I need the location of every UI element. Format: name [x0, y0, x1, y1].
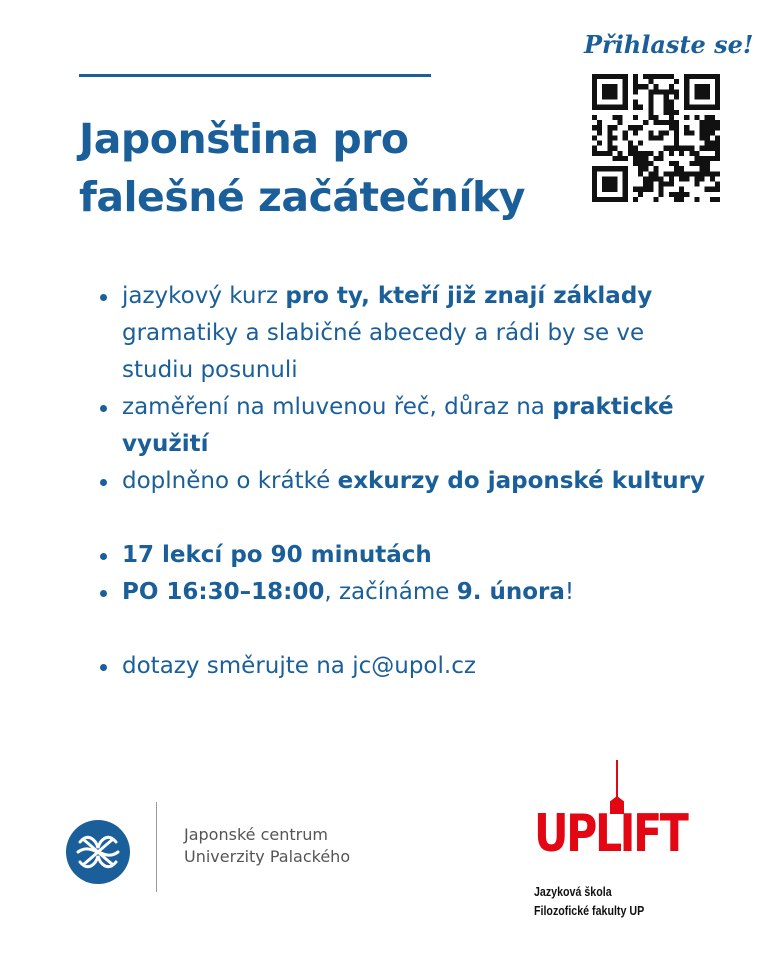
contact-item: dotazy směrujte na jc@upol.cz: [100, 648, 720, 685]
uplift-logo-icon: [534, 760, 687, 935]
uplift-subtitle: Jazyková škola Filozofické fakulty UP: [534, 884, 645, 918]
list-item: jazykový kurz pro ty, kteří již znají základy gramatiky a slabičné abecedy a rádi by se ve studiu posunuli: [100, 278, 720, 389]
knot-logo-icon: [66, 820, 130, 884]
uplift-wordmark: UPLIFT: [534, 804, 687, 864]
title-line-2: falešné začátečníky: [79, 173, 525, 221]
feature-list: [100, 278, 720, 685]
title-line-1: Japonština pro: [79, 115, 409, 163]
list-item: zaměření na mluvenou řeč, důraz na praktické využití: [100, 389, 720, 463]
signup-callout: Přihlaste se!: [584, 30, 754, 59]
page-title: [79, 110, 569, 226]
footer-divider: [156, 802, 157, 892]
japan-centre-name: Japonské centrum Univerzity Palackého: [184, 825, 351, 866]
list-item: 17 lekcí po 90 minutách: [100, 537, 720, 574]
list-item: PO 16:30–18:00, začínáme 9. února!: [100, 574, 720, 611]
title-rule: [79, 74, 431, 77]
qr-code-icon[interactable]: [592, 74, 720, 202]
list-item: doplněno o krátké exkurzy do japonské kultury: [100, 463, 720, 500]
